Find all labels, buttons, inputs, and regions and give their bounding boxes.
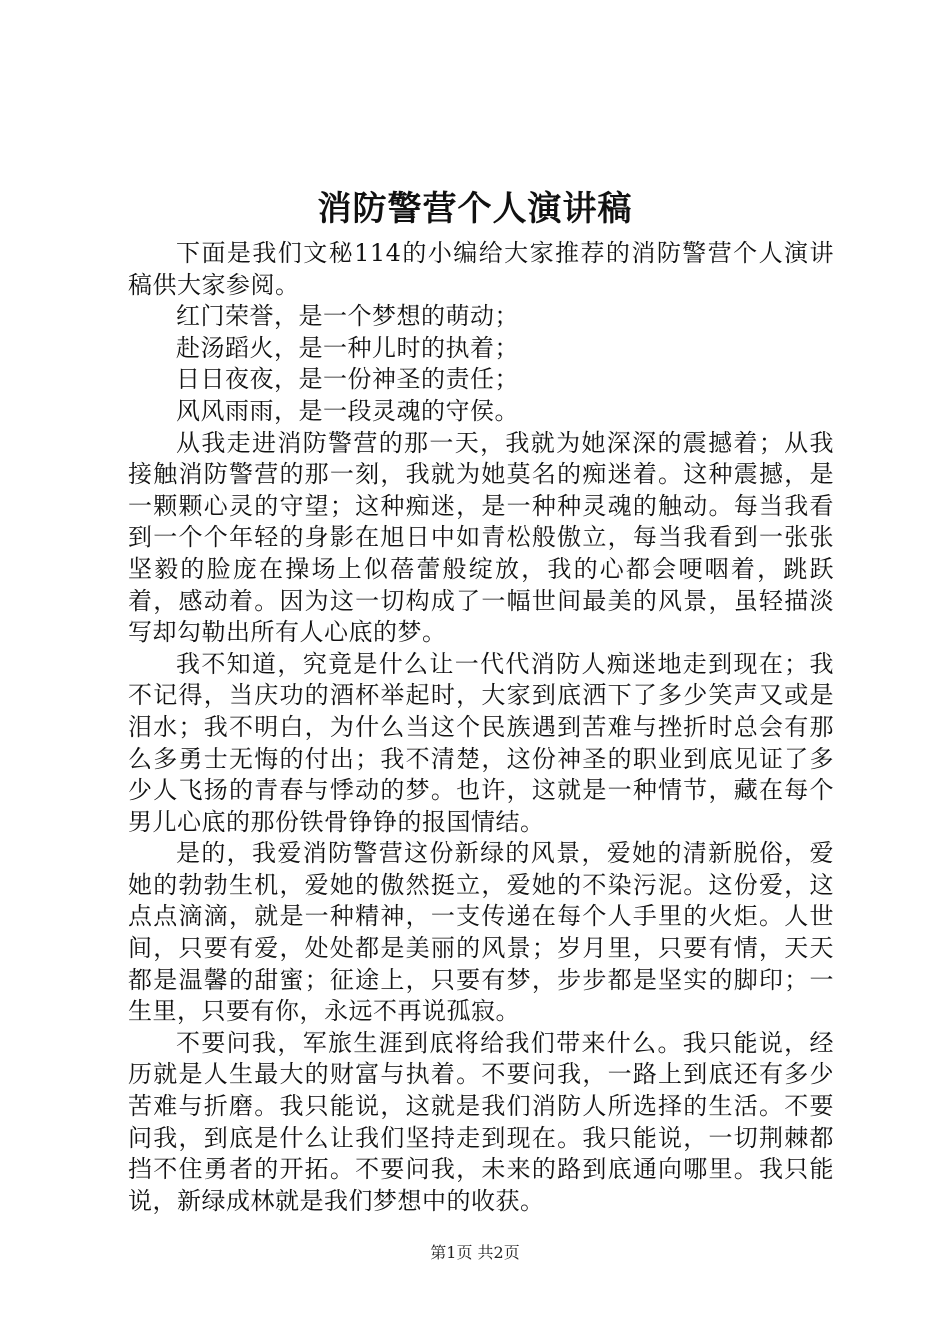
- paragraph-intro: 下面是我们文秘114的小编给大家推荐的消防警营个人演讲稿供大家参阅。: [128, 239, 834, 299]
- paragraph-body-3: 是的，我爱消防警营这份新绿的风景，爱她的清新脱俗，爱她的勃勃生机，爱她的傲然挺立，爱她的不染污泥。这份爱，这点点滴滴，就是一种精神，一支传递在每个人手里的火炬。人世间，只要有爱，处处都是美丽的风景；岁月里，只要有情，天天都是温馨的甜蜜；征途上，只要有梦，步步都是坚实的脚印；一生里，只要有你，永远不再说孤寂。: [128, 839, 834, 1026]
- document-title: 消防警营个人演讲稿: [317, 189, 633, 229]
- paragraph-verse-2: 赴汤蹈火，是一种儿时的执着；: [176, 333, 519, 362]
- paragraph-body-1: 从我走进消防警营的那一天，我就为她深深的震撼着；从我接触消防警营的那一刻，我就为她莫名的痴迷着。这种震撼，是一颗颗心灵的守望；这种痴迷，是一种种灵魂的触动。每当我看到一个个年轻的身影在旭日中如青松般傲立，每当我看到一张张坚毅的脸庞在操场上似蓓蕾般绽放，我的心都会哽咽着，跳跃着，感动着。因为这一切构成了一幅世间最美的风景，虽轻描淡写却勾勒出所有人心底的梦。: [128, 428, 834, 647]
- paragraph-body-4: 不要问我，军旅生涯到底将给我们带来什么。我只能说，经历就是人生最大的财富与执着。不要问我，一路上到底还有多少苦难与折磨。我只能说，这就是我们消防人所选择的生活。不要问我，到底是什么让我们坚持走到现在。我只能说，一切荆棘都挡不住勇者的开拓。不要问我，未来的路到底通向哪里。我只能说，新绿成林就是我们梦想中的收获。: [128, 1028, 834, 1215]
- document-body: [128, 238, 834, 1217]
- paragraph-verse-4: 风风雨雨，是一段灵魂的守侯。: [176, 396, 519, 425]
- page-number-footer: 第1页 共2页: [430, 1243, 520, 1262]
- paragraph-verse-3: 日日夜夜，是一份神圣的责任；: [176, 365, 519, 394]
- paragraph-body-2: 我不知道，究竟是什么让一代代消防人痴迷地走到现在；我不记得，当庆功的酒杯举起时，大家到底洒下了多少笑声又或是泪水；我不明白，为什么当这个民族遇到苦难与挫折时总会有那么多勇士无悔的付出；我不清楚，这份神圣的职业到底见证了多少人飞扬的青春与悸动的梦。也许，这就是一种情节，藏在每个男儿心底的那份铁骨铮铮的报国情结。: [128, 649, 834, 836]
- paragraph-verse-1: 红门荣誉，是一个梦想的萌动；: [176, 302, 519, 331]
